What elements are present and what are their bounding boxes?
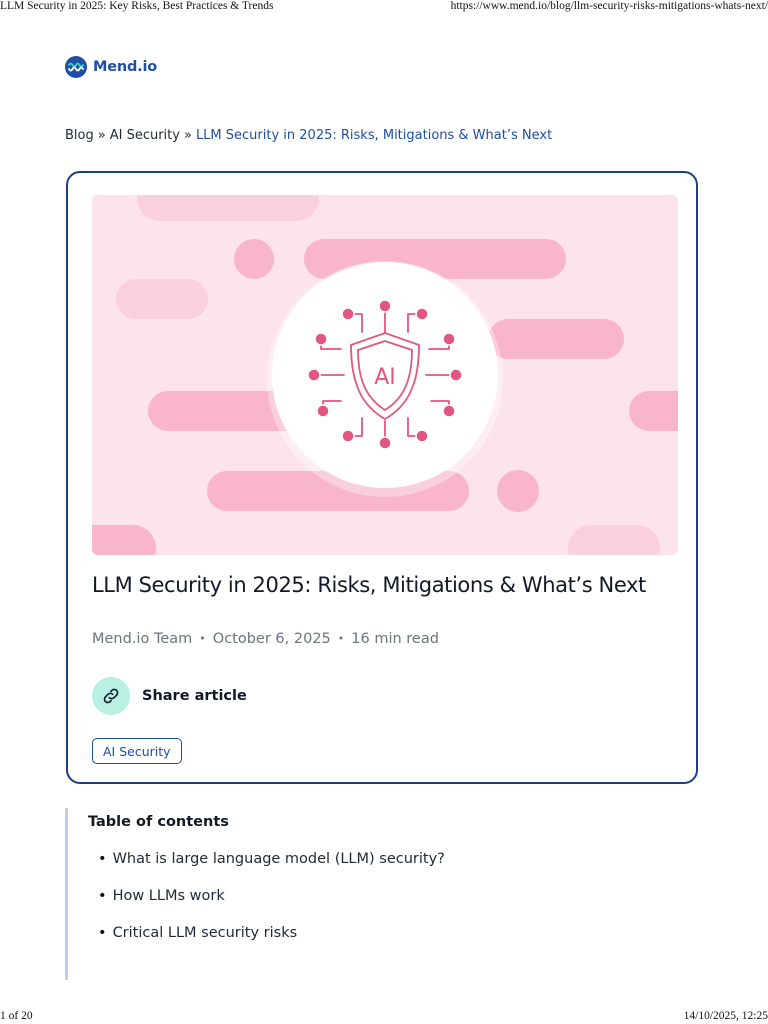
print-page-url: https://www.mend.io/blog/llm-security-risks-mitigations-whats-next/ <box>450 0 768 12</box>
breadcrumb-separator: » <box>97 128 106 143</box>
breadcrumb <box>65 128 552 143</box>
print-header <box>0 0 768 16</box>
link-icon <box>101 686 121 706</box>
share-article-button[interactable] <box>92 677 247 715</box>
article-card <box>66 171 698 784</box>
toc-item[interactable]: • How LLMs work <box>98 881 445 918</box>
toc-list <box>98 844 445 955</box>
toc-item[interactable]: • Critical LLM security risks <box>98 918 445 955</box>
breadcrumb-current: LLM Security in 2025: Risks, Mitigations & What’s Next <box>195 128 553 143</box>
article-title: LLM Security in 2025: Risks, Mitigations & What’s Next <box>92 573 646 597</box>
breadcrumb-ai-security[interactable]: AI Security <box>109 128 180 143</box>
article-meta <box>92 631 439 647</box>
table-of-contents <box>65 808 701 980</box>
page-indicator: 1 of 20 <box>0 1010 33 1022</box>
breadcrumb-separator: » <box>183 128 192 143</box>
print-footer <box>0 1008 768 1024</box>
toc-heading: Table of contents <box>88 814 229 830</box>
hero-image <box>92 195 678 555</box>
hero-ai-label: AI <box>374 365 396 390</box>
print-page-title: LLM Security in 2025: Key Risks, Best Practices & Trends <box>0 0 274 12</box>
publish-date: October 6, 2025 <box>212 631 331 647</box>
meta-separator: • <box>337 632 345 645</box>
print-datetime: 14/10/2025, 12:25 <box>683 1010 768 1022</box>
meta-separator: • <box>199 632 206 645</box>
breadcrumb-blog[interactable]: Blog <box>65 128 94 143</box>
author[interactable]: Mend.io Team <box>92 631 193 647</box>
read-time: 16 min read <box>351 631 439 647</box>
share-label: Share article <box>142 688 247 704</box>
tag-ai-security[interactable]: AI Security <box>92 738 182 764</box>
toc-item[interactable]: • What is large language model (LLM) security? <box>98 844 445 881</box>
share-icon-circle <box>92 677 130 715</box>
mend-logo[interactable] <box>65 56 157 78</box>
mend-logo-icon <box>65 56 87 78</box>
brand-name: Mend.io <box>93 59 158 75</box>
